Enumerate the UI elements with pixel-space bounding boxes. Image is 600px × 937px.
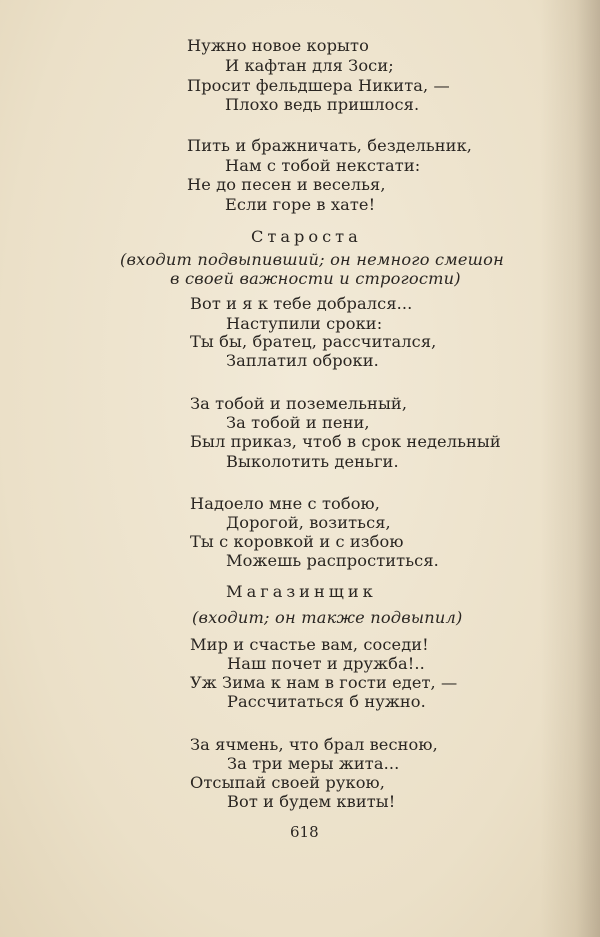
verse-line: Ты бы, братец, рассчитался, [190, 332, 437, 351]
verse-line: Был приказ, чтоб в срок недельный [190, 432, 501, 451]
verse-line: Надоело мне с тобою, [190, 494, 380, 513]
verse-line: Мир и счастье вам, соседи! [190, 635, 429, 654]
verse-line: За ячмень, что брал весною, [190, 735, 438, 754]
verse-line: Уж Зима к нам в гости едет, — [190, 673, 458, 692]
stage-direction: (входит подвыпивший; он немного смешон [120, 250, 504, 269]
verse-line: Плохо ведь пришлося. [225, 95, 420, 114]
verse-line: Наступили сроки: [226, 314, 383, 333]
verse-line: И кафтан для Зоси; [225, 56, 394, 75]
verse-line: Ты с коровкой и с избою [190, 532, 404, 551]
verse-line: За три меры жита... [227, 754, 400, 773]
speaker-name: Староста [251, 227, 362, 246]
verse-line: Заплатил оброки. [226, 351, 379, 370]
verse-line: Нужно новое корыто [187, 36, 369, 55]
verse-line: Если горе в хате! [225, 195, 376, 214]
verse-line: Пить и бражничать, бездельник, [187, 136, 473, 155]
speaker-name: Магазинщик [226, 582, 377, 601]
verse-line: Выколотить деньги. [226, 452, 399, 471]
stage-direction: (входит; он также подвыпил) [192, 608, 463, 627]
verse-line: Дорогой, возиться, [226, 513, 391, 532]
verse-line: Вот и я к тебе добрался... [190, 294, 413, 313]
verse-line: Вот и будем квиты! [227, 792, 396, 811]
stage-direction: в своей важности и строгости) [170, 269, 461, 288]
verse-line: Нам с тобой некстати: [225, 156, 421, 175]
verse-line: Наш почет и дружба!.. [227, 654, 425, 673]
verse-line: Рассчитаться б нужно. [227, 692, 426, 711]
page-number: 618 [290, 823, 319, 841]
verse-line: За тобой и пени, [226, 413, 370, 432]
verse-line: Можешь распроститься. [226, 551, 439, 570]
verse-line: Не до песен и веселья, [187, 175, 386, 194]
verse-line: За тобой и поземельный, [190, 394, 408, 413]
verse-line: Просит фельдшера Никита, — [187, 76, 450, 95]
verse-line: Отсыпай своей рукою, [190, 773, 385, 792]
